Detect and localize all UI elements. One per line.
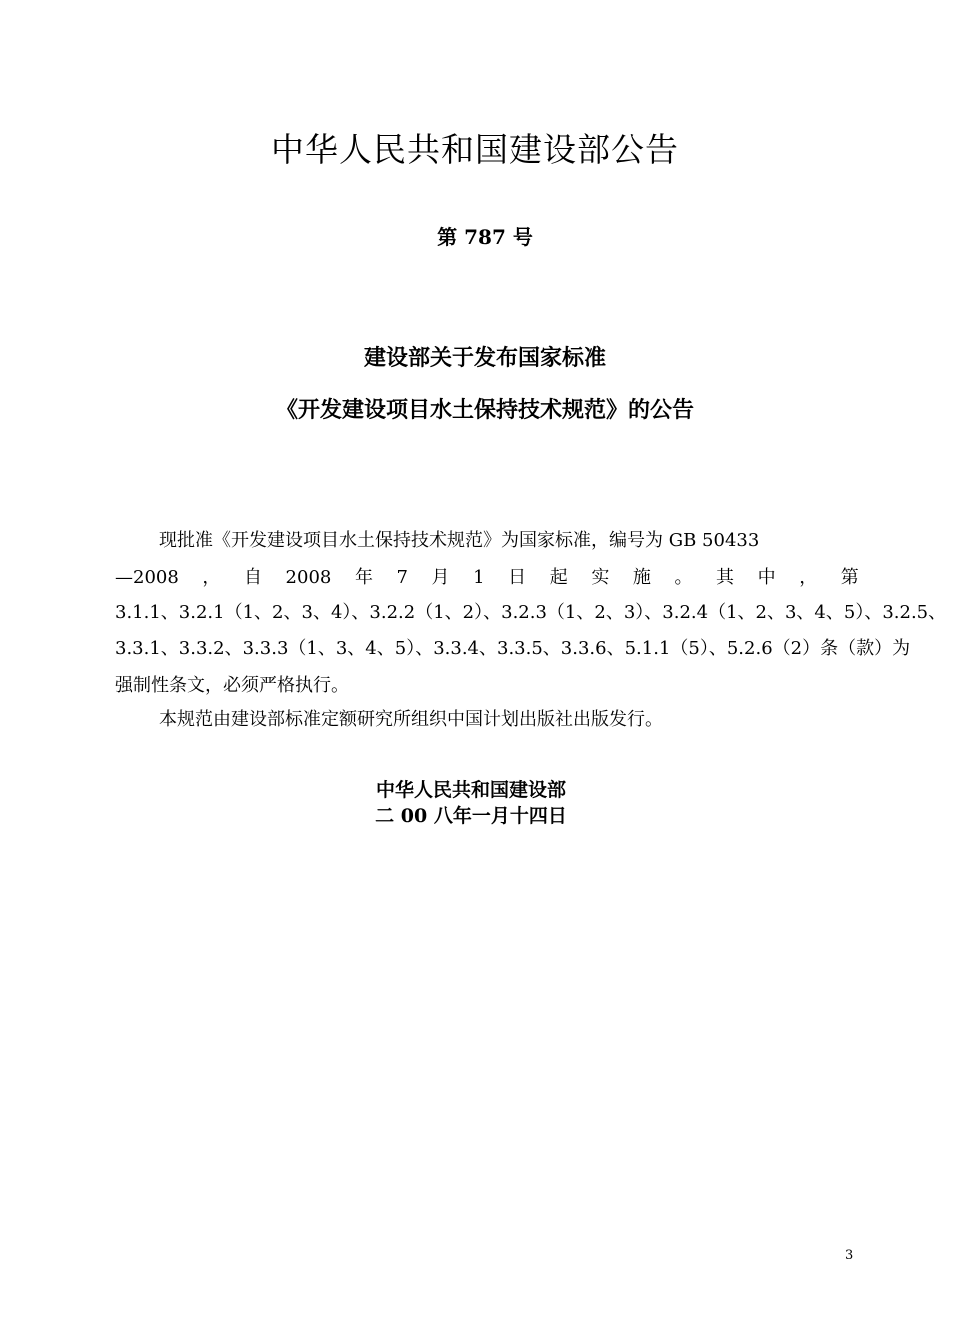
body-line-2-token: 中: [757, 567, 776, 588]
body-line-2-token: 年: [354, 567, 373, 588]
body-line-2-token: 日: [508, 567, 527, 588]
body-paragraph-line-5: 强制性条文，必须严格执行。: [115, 675, 349, 696]
body-line-2-token: 起: [549, 567, 568, 588]
body-line-2-token: 1: [473, 567, 485, 588]
body-line-2-token: 月: [431, 567, 450, 588]
body-line-2-token: —2008: [115, 567, 179, 588]
body-paragraph-line-3: 3.1.1、3.2.1（1、2、3、4）、3.2.2（1、2）、3.2.3（1、2、3）、3.2.4（1、2、3、4、5）、3.2.5、: [115, 602, 947, 623]
body-line-2-token: ，: [202, 567, 221, 588]
body-line-2-token: 7: [396, 567, 408, 588]
body-line-2-token: 。: [674, 567, 693, 588]
body-paragraph-line-1: 现批准《开发建设项目水土保持技术规范》为国家标准，编号为 GB 50433: [159, 530, 760, 551]
signature-date: 二 00 八年一月十四日: [375, 805, 567, 827]
body-line-2-token: 第: [840, 567, 859, 588]
body-line-2-token: 施: [632, 567, 651, 588]
body-line-2-token: 其: [716, 567, 735, 588]
page-title: 中华人民共和国建设部公告: [271, 130, 679, 169]
announcement-subtitle-line-1: 建设部关于发布国家标准: [363, 345, 606, 371]
announcement-number: 第 787 号: [437, 225, 533, 249]
body-paragraph-line-2: [115, 563, 859, 593]
body-paragraph-line-4: 3.3.1、3.3.2、3.3.3（1、3、4、5）、3.3.4、3.3.5、3.3.6、5.1.1（5）、5.2.6（2）条（款）为: [115, 638, 911, 659]
signature-issuer: 中华人民共和国建设部: [375, 779, 566, 801]
body-paragraph-line-6: 本规范由建设部标准定额研究所组织中国计划出版社出版发行。: [159, 709, 663, 730]
body-line-2-token: ，: [799, 567, 818, 588]
body-line-2-token: 2008: [285, 567, 332, 588]
page-number: 3: [845, 1248, 854, 1263]
body-line-2-token: 自: [243, 567, 262, 588]
announcement-subtitle-line-2: 《开发建设项目水土保持技术规范》的公告: [275, 397, 694, 423]
body-line-2-token: 实: [591, 567, 610, 588]
